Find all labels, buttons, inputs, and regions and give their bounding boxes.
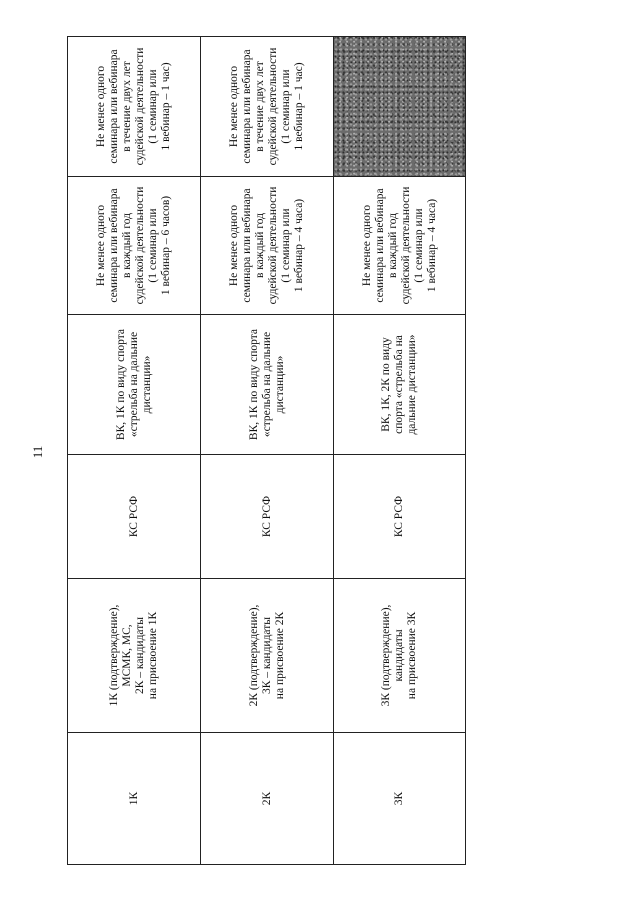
category-cell: 1К	[68, 733, 201, 865]
sport-cell: ВК, 1К по виду спорта «стрельба на дальние дистанции»	[201, 315, 334, 455]
exam-body-cell: КС РСФ	[201, 455, 334, 579]
two-year-seminar-cell: Не менее одного семинара или вебинара в течение двух лет судейской деятельности (1 семинар или 1 вебинар – 1 час)	[201, 37, 334, 177]
page-number: 11	[30, 445, 45, 459]
rotated-table-wrapper	[67, 37, 465, 865]
shaded-empty-cell	[334, 37, 466, 177]
per-year-seminar-cell: Не менее одного семинара или вебинара в каждый год судейской деятельности (1 семинар или 1 вебинар – 6 часов)	[68, 177, 201, 315]
qualification-table	[67, 36, 466, 865]
eligibility-cell: 1К (подтверждение), МСМК, МС, 2К – кандидаты на присвоение 1К	[68, 579, 201, 733]
category-cell: 3К	[334, 733, 466, 865]
table-row	[334, 37, 466, 865]
eligibility-cell: 2К (подтверждение), 3К – кандидаты на присвоение 2К	[201, 579, 334, 733]
table-row	[201, 37, 334, 865]
sport-cell: ВК, 1К по виду спорта «стрельба на дальние дистанции»	[68, 315, 201, 455]
exam-body-cell: КС РСФ	[334, 455, 466, 579]
per-year-seminar-cell: Не менее одного семинара или вебинара в каждый год судейской деятельности (1 семинар или 1 вебинар – 4 часа)	[201, 177, 334, 315]
per-year-seminar-cell: Не менее одного семинара или вебинара в каждый год судейской деятельности (1 семинар или 1 вебинар – 4 часа)	[334, 177, 466, 315]
category-cell: 2К	[201, 733, 334, 865]
eligibility-cell: 3К (подтверждение), кандидаты на присвоение 3К	[334, 579, 466, 733]
exam-body-cell: КС РСФ	[68, 455, 201, 579]
sport-cell: ВК, 1К, 2К по виду спорта «стрельба на дальние дистанции»	[334, 315, 466, 455]
two-year-seminar-cell: Не менее одного семинара или вебинара в течение двух лет судейской деятельности (1 семинар или 1 вебинар – 1 час)	[68, 37, 201, 177]
table-row	[68, 37, 201, 865]
